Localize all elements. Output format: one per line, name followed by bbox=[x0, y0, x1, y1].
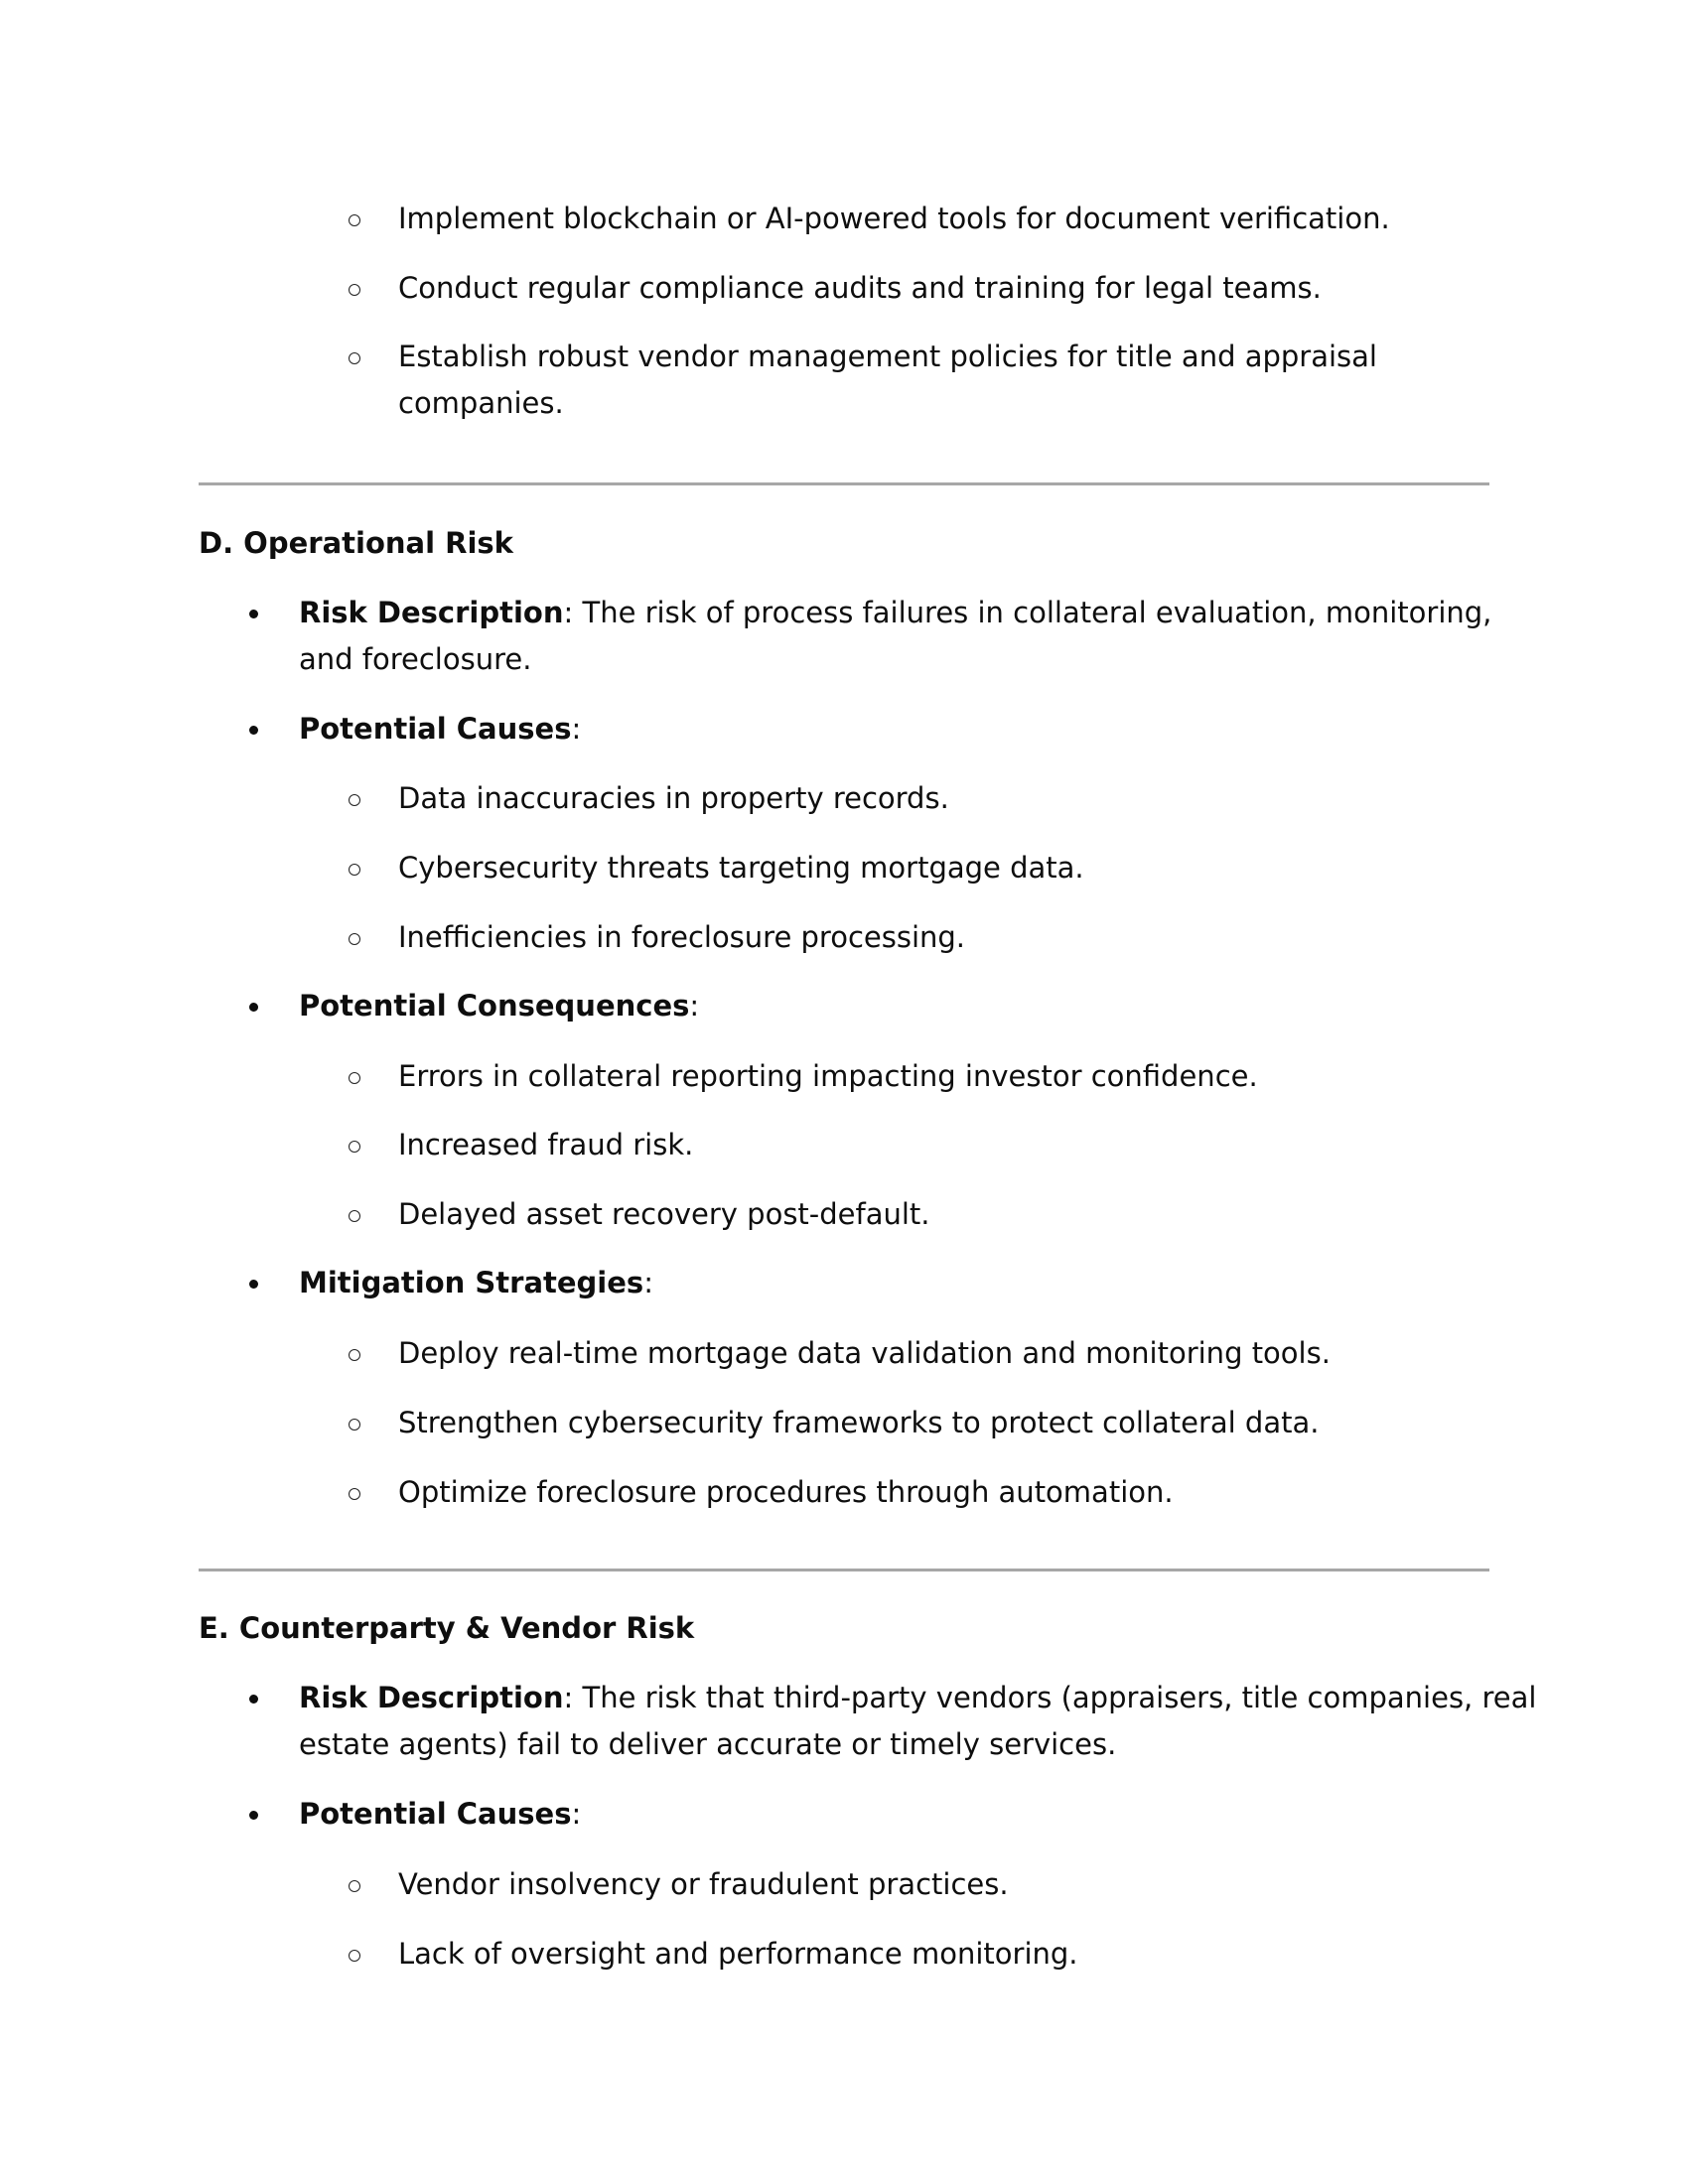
list-item: Inefficiencies in foreclosure processing. bbox=[398, 920, 966, 954]
list-item: Deploy real-time mortgage data validation and monitoring tools. bbox=[398, 1336, 1331, 1370]
list-item: Strengthen cybersecurity frameworks to protect collateral data. bbox=[398, 1406, 1320, 1439]
section-divider bbox=[199, 482, 1489, 485]
potential-causes bbox=[299, 706, 581, 752]
hollow-bullet-icon bbox=[349, 1210, 360, 1222]
list-item-continuation: companies. bbox=[398, 386, 564, 420]
section-heading-operational-risk: D. Operational Risk bbox=[199, 526, 513, 560]
hollow-bullet-icon bbox=[349, 1880, 360, 1892]
list-item: Cybersecurity threats targeting mortgage data. bbox=[398, 851, 1084, 885]
list-item: Optimize foreclosure procedures through automation. bbox=[398, 1475, 1174, 1509]
bullet-icon bbox=[249, 1811, 258, 1820]
hollow-bullet-icon bbox=[349, 352, 360, 364]
bullet-icon bbox=[249, 1280, 258, 1289]
hollow-bullet-icon bbox=[349, 794, 360, 806]
bullet-icon bbox=[249, 1695, 258, 1704]
list-item: Data inaccuracies in property records. bbox=[398, 781, 949, 815]
list-item: Delayed asset recovery post-default. bbox=[398, 1197, 930, 1231]
hollow-bullet-icon bbox=[349, 1141, 360, 1153]
mitigation-strategies bbox=[299, 1260, 653, 1306]
hollow-bullet-icon bbox=[349, 1488, 360, 1500]
section-heading-counterparty-vendor-risk: E. Counterparty & Vendor Risk bbox=[199, 1611, 695, 1645]
hollow-bullet-icon bbox=[349, 1950, 360, 1962]
colon: : bbox=[571, 1797, 582, 1831]
colon: : bbox=[689, 989, 700, 1023]
risk-description bbox=[299, 1675, 1536, 1721]
risk-description-text: : The risk of process failures in collateral evaluation, monitoring, bbox=[563, 596, 1492, 629]
potential-causes bbox=[299, 1791, 581, 1838]
list-item: Lack of oversight and performance monitoring. bbox=[398, 1937, 1078, 1971]
potential-causes-label: Potential Causes bbox=[299, 1797, 572, 1831]
hollow-bullet-icon bbox=[349, 864, 360, 876]
potential-causes-label: Potential Causes bbox=[299, 712, 572, 746]
mitigation-strategies-label: Mitigation Strategies bbox=[299, 1266, 644, 1299]
bullet-icon bbox=[249, 1003, 258, 1012]
hollow-bullet-icon bbox=[349, 1072, 360, 1084]
risk-description-label: Risk Description bbox=[299, 1681, 564, 1714]
list-item: Errors in collateral reporting impacting investor confidence. bbox=[398, 1059, 1258, 1093]
section-divider bbox=[199, 1569, 1489, 1571]
list-item: Conduct regular compliance audits and training for legal teams. bbox=[398, 271, 1322, 305]
risk-description-continuation: estate agents) fail to deliver accurate or timely services. bbox=[299, 1727, 1117, 1761]
hollow-bullet-icon bbox=[349, 933, 360, 945]
list-item: Implement blockchain or AI-powered tools for document verification. bbox=[398, 202, 1390, 235]
risk-description-label: Risk Description bbox=[299, 596, 564, 629]
hollow-bullet-icon bbox=[349, 284, 360, 296]
list-item: Vendor insolvency or fraudulent practices. bbox=[398, 1867, 1009, 1901]
colon: : bbox=[571, 712, 582, 746]
bullet-icon bbox=[249, 726, 258, 735]
risk-description-continuation: and foreclosure. bbox=[299, 642, 532, 676]
risk-description bbox=[299, 590, 1491, 636]
list-item: Increased fraud risk. bbox=[398, 1128, 694, 1161]
colon: : bbox=[643, 1266, 653, 1299]
risk-description-text: : The risk that third-party vendors (appraisers, title companies, real bbox=[563, 1681, 1537, 1714]
hollow-bullet-icon bbox=[349, 1419, 360, 1431]
hollow-bullet-icon bbox=[349, 214, 360, 226]
bullet-icon bbox=[249, 610, 258, 618]
hollow-bullet-icon bbox=[349, 1349, 360, 1361]
potential-consequences-label: Potential Consequences bbox=[299, 989, 690, 1023]
potential-consequences bbox=[299, 983, 699, 1029]
list-item: Establish robust vendor management policies for title and appraisal bbox=[398, 340, 1377, 373]
